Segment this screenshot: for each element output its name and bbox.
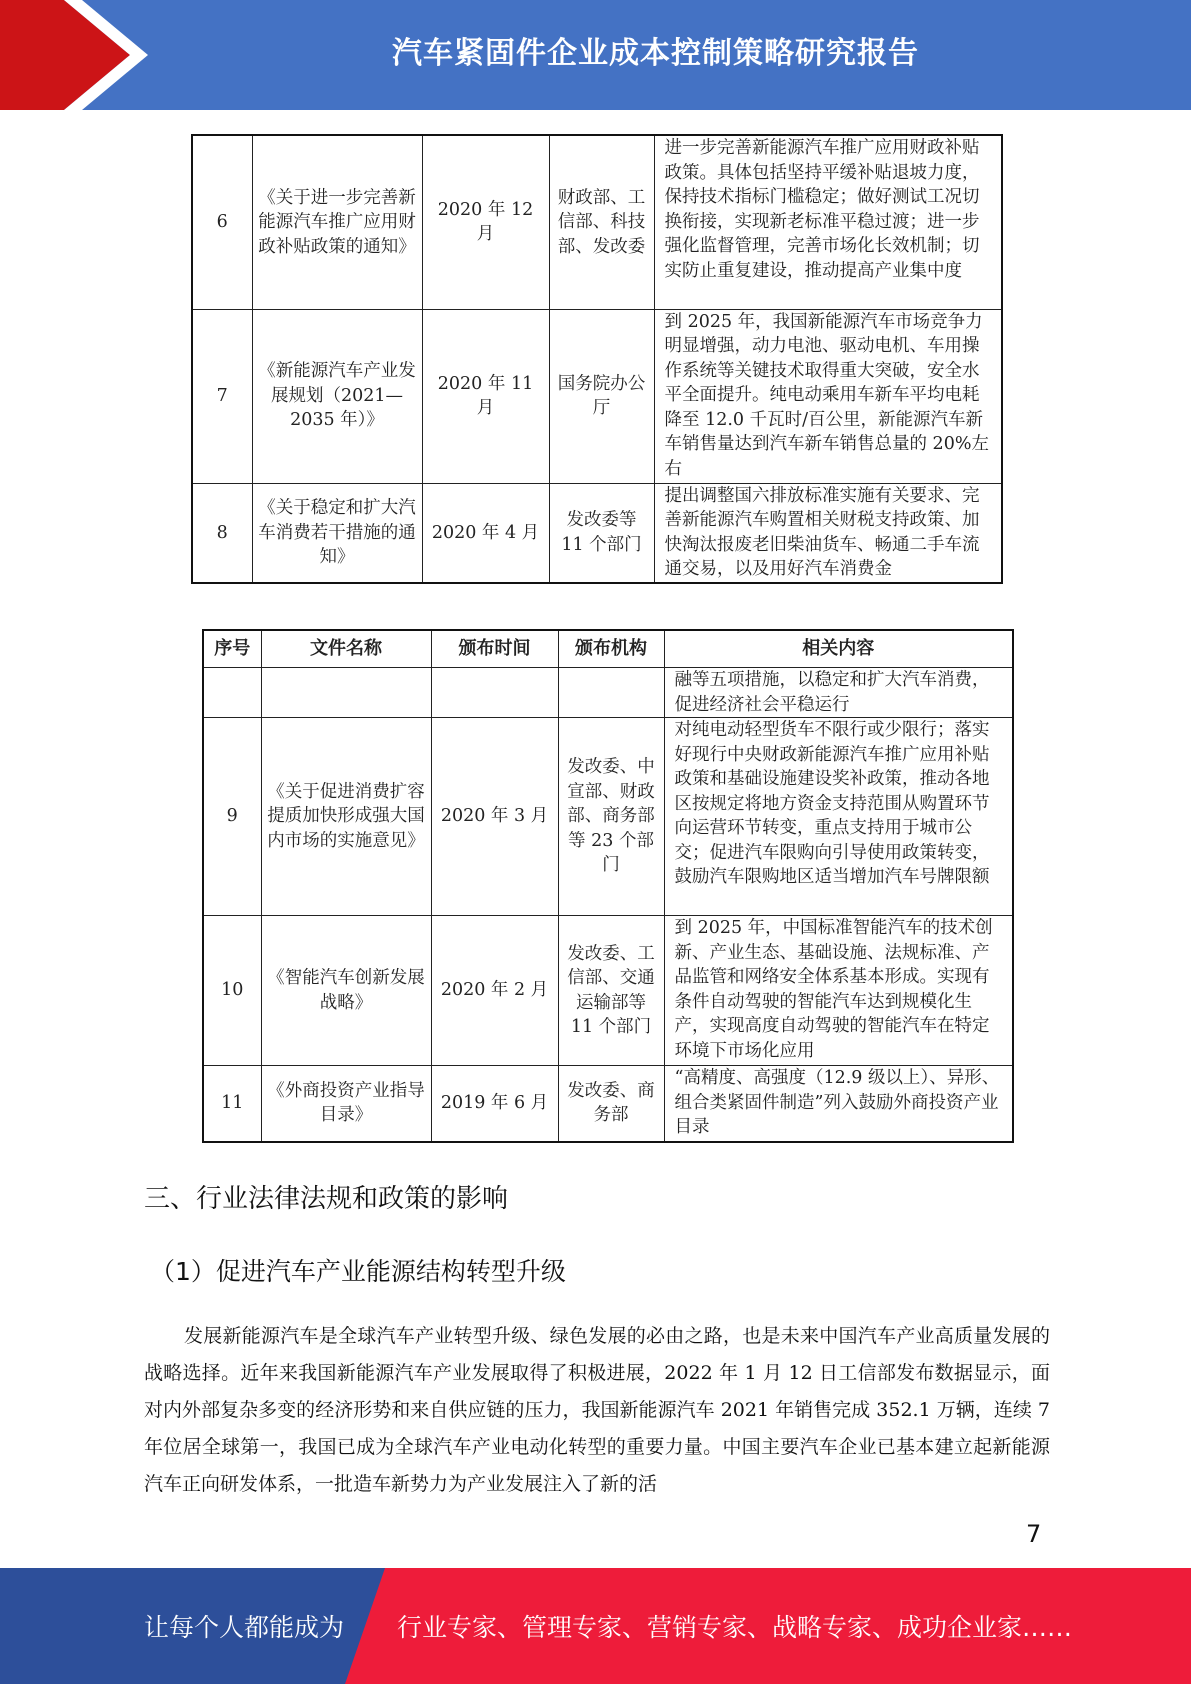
issue-date: 2020 年 2 月: [431, 916, 558, 1066]
issuing-body: 财政部、工信部、科技部、发改委: [549, 135, 654, 309]
document-name: 《关于稳定和扩大汽车消费若干措施的通知》: [252, 483, 422, 583]
table-row: [192, 309, 1002, 483]
issue-date: 2020 年 11 月: [422, 309, 549, 483]
report-title: 汽车紧固件企业成本控制策略研究报告: [392, 36, 919, 71]
table-row: [192, 483, 1002, 583]
table-row: [203, 1066, 1013, 1142]
row-number: 9: [203, 718, 261, 916]
header-org: 颁布机构: [558, 630, 664, 668]
table-header-row: [203, 630, 1013, 668]
row-number: 8: [192, 483, 252, 583]
issue-date: 2020 年 12 月: [422, 135, 549, 309]
related-content: 提出调整国六排放标准实施有关要求、完善新能源汽车购置相关财税支持政策、加快淘汰报废老旧柴油货车、畅通二手车流通交易，以及用好汽车消费金: [654, 483, 1002, 583]
document-name: 《关于促进消费扩容提质加快形成强大国内市场的实施意见》: [261, 718, 431, 916]
document-name: 《新能源汽车产业发展规划（2021—2035 年）》: [252, 309, 422, 483]
related-content: 融等五项措施，以稳定和扩大汽车消费，促进经济社会平稳运行: [664, 668, 1013, 718]
row-number: 10: [203, 916, 261, 1066]
table-row: [203, 916, 1013, 1066]
table-row-continuation: [203, 668, 1013, 718]
document-name: 《智能汽车创新发展战略》: [261, 916, 431, 1066]
document-name: 《外商投资产业指导目录》: [261, 1066, 431, 1142]
row-number: 7: [192, 309, 252, 483]
header-date: 颁布时间: [431, 630, 558, 668]
footer-slogan-left: 让每个人都能成为: [144, 1613, 345, 1642]
header-content: 相关内容: [664, 630, 1013, 668]
issuing-body: 发改委、中宣部、财政部、商务部等 23 个部门: [558, 718, 664, 916]
section-heading: 三、行业法律法规和政策的影响: [144, 1184, 509, 1214]
page-number: 7: [1026, 1520, 1042, 1548]
policy-table-continued: [191, 134, 1003, 584]
related-content: 到 2025 年，中国标准智能汽车的技术创新、产业生态、基础设施、法规标准、产品监管和网络安全体系基本形成。实现有条件自动驾驶的智能汽车达到规模化生产，实现高度自动驾驶的智能汽车在特定环境下市场化应用: [664, 916, 1013, 1066]
table-row: [203, 718, 1013, 916]
footer-slogan-right: 行业专家、管理专家、营销专家、战略专家、成功企业家……: [397, 1613, 1073, 1642]
table-row: [192, 135, 1002, 309]
issue-date: 2020 年 4 月: [422, 483, 549, 583]
issuing-body: 发改委、商务部: [558, 1066, 664, 1142]
subsection-heading: （1）促进汽车产业能源结构转型升级: [150, 1257, 566, 1286]
issue-date: 2019 年 6 月: [431, 1066, 558, 1142]
page-header: [0, 0, 1191, 110]
header-name: 文件名称: [261, 630, 431, 668]
issue-date: 2020 年 3 月: [431, 718, 558, 916]
header-no: 序号: [203, 630, 261, 668]
related-content: 到 2025 年，我国新能源汽车市场竞争力明显增强，动力电池、驱动电机、车用操作系统等关键技术取得重大突破，安全水平全面提升。纯电动乘用车新车平均电耗降至 12.0 千瓦时/百公里，新能源汽车新车销售量达到汽车新车销售总量的 20%左右: [654, 309, 1002, 483]
related-content: 进一步完善新能源汽车推广应用财政补贴政策。具体包括坚持平缓补贴退坡力度，保持技术指标门槛稳定；做好测试工况切换衔接，实现新老标准平稳过渡；进一步强化监督管理，完善市场化长效机制；切实防止重复建设，推动提高产业集中度: [654, 135, 1002, 309]
page-footer: [0, 1568, 1191, 1684]
row-number: 11: [203, 1066, 261, 1142]
row-number: 6: [192, 135, 252, 309]
related-content: “高精度、高强度（12.9 级以上）、异形、组合类紧固件制造”列入鼓励外商投资产业目录: [664, 1066, 1013, 1142]
issuing-body: 发改委等 11 个部门: [549, 483, 654, 583]
issuing-body: 发改委、工信部、交通运输部等 11 个部门: [558, 916, 664, 1066]
policy-table: [202, 629, 1014, 1143]
body-paragraph: 发展新能源汽车是全球汽车产业转型升级、绿色发展的必由之路，也是未来中国汽车产业高质量发展的战略选择。近年来我国新能源汽车产业发展取得了积极进展，2022 年 1 月 12 日工信部发布数据显示，面对内外部复杂多变的经济形势和来自供应链的压力，我国新能源汽车 2021 年销售完成 352.1 万辆，连续 7 年位居全球第一，我国已成为全球汽车产业电动化转型的重要力量。中国主要汽车企业已基本建立起新能源汽车正向研发体系，一批造车新势力为产业发展注入了新的活: [144, 1325, 1050, 1495]
document-name: 《关于进一步完善新能源汽车推广应用财政补贴政策的通知》: [252, 135, 422, 309]
issuing-body: 国务院办公厅: [549, 309, 654, 483]
related-content: 对纯电动轻型货车不限行或少限行；落实好现行中央财政新能源汽车推广应用补贴政策和基础设施建设奖补政策，推动各地区按规定将地方资金支持范围从购置环节向运营环节转变，重点支持用于城市公交；促进汽车限购向引导使用政策转变，鼓励汽车限购地区适当增加汽车号牌限额: [664, 718, 1013, 916]
